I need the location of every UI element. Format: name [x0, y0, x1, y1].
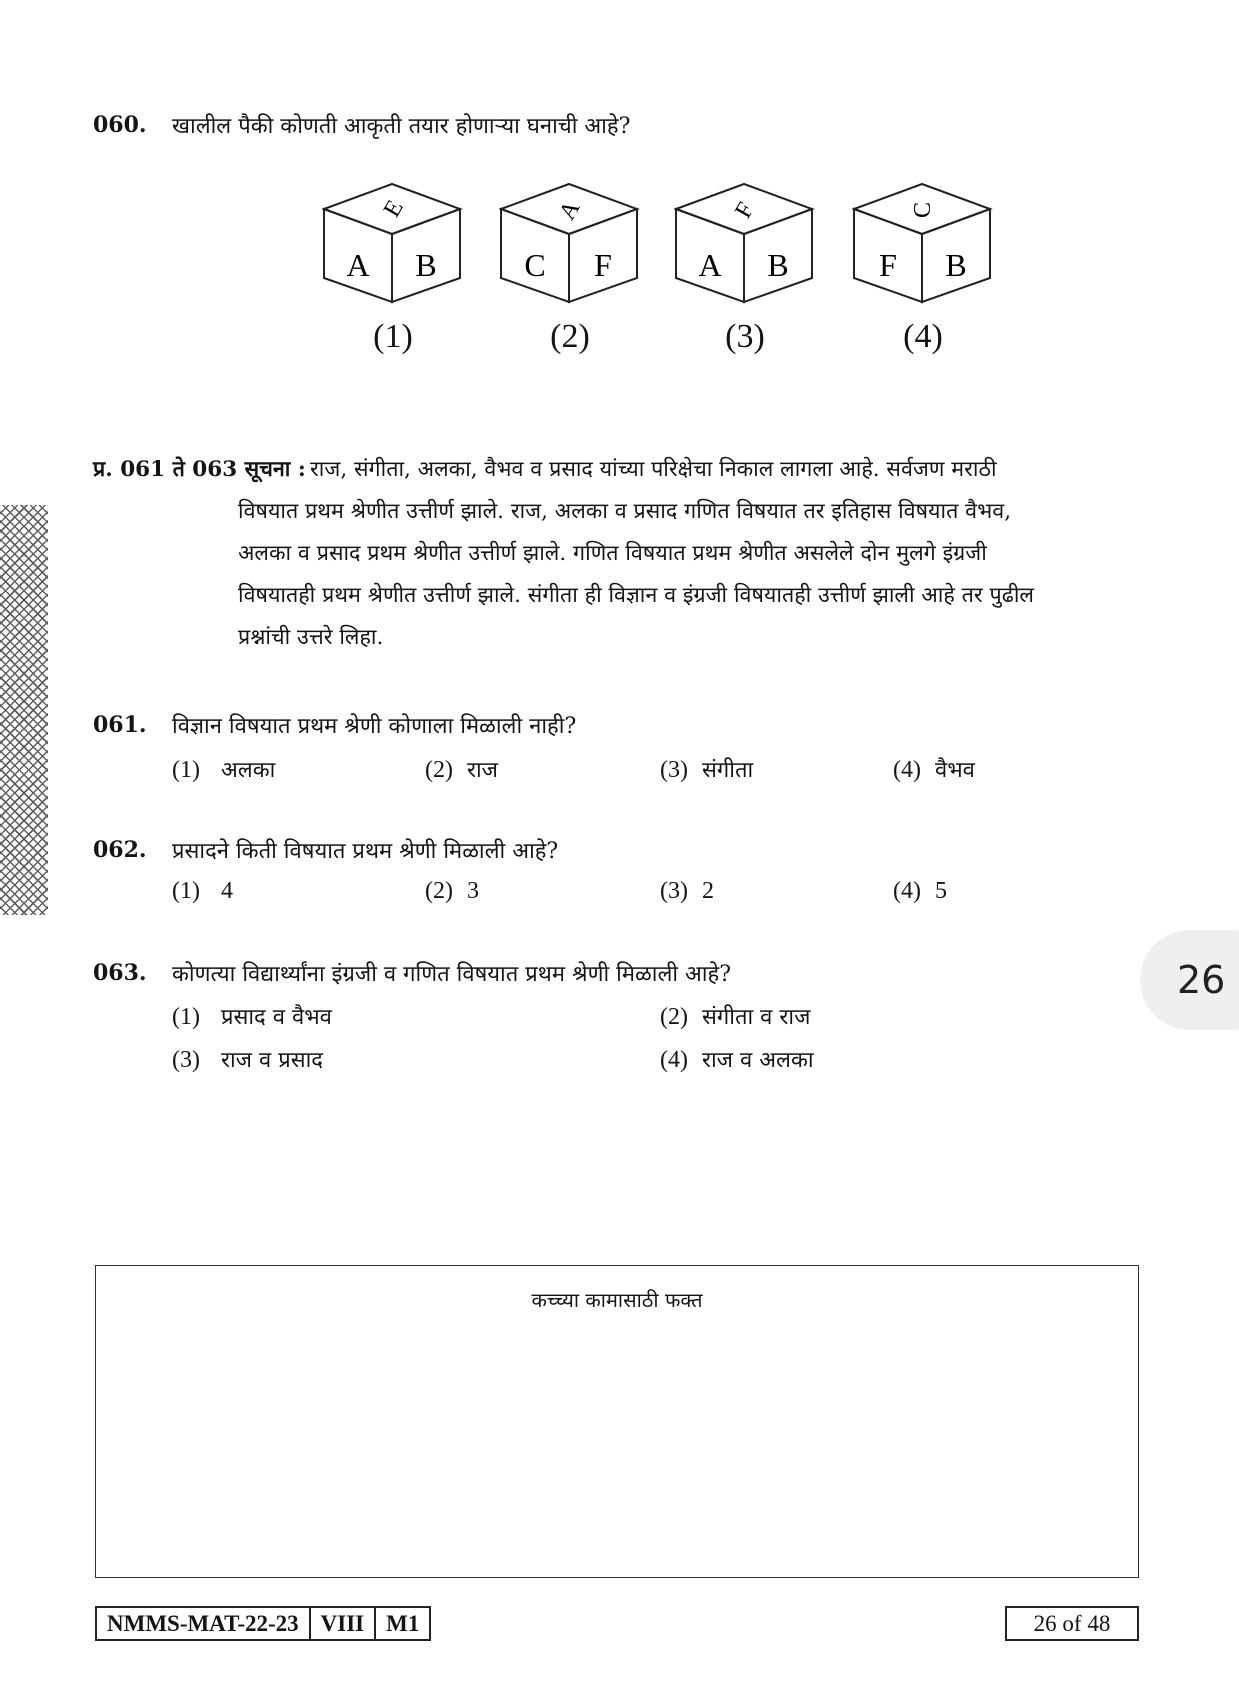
rough-work-box — [95, 1265, 1139, 1578]
paper-set: M1 — [386, 1611, 420, 1636]
cube-1-label: (1) — [373, 318, 413, 355]
question-text: खालील पैकी कोणती आकृती तयार होणाऱ्या घनाची आहे? — [172, 114, 631, 139]
option-2[interactable]: (2) राज — [425, 757, 499, 783]
page-counter: 26 of 48 — [1005, 1606, 1139, 1641]
option-3[interactable]: (3) संगीता — [660, 757, 754, 783]
instructions-line-2: विषयात प्रथम श्रेणीत उत्तीर्ण झाले. राज, अलका व प्रसाद गणित विषयात तर इतिहास विषयात वैभव, — [238, 499, 1012, 524]
instructions-prefix: प्र. 061 ते 063 सूचना : — [93, 457, 306, 482]
cube-2 — [499, 182, 641, 304]
question-number: 060. — [93, 112, 147, 138]
cube-4-label: (4) — [903, 318, 943, 355]
option-3[interactable]: (3) राज व प्रसाद — [172, 1047, 323, 1073]
paper-code-box — [95, 1606, 431, 1641]
question-text: प्रसादने किती विषयात प्रथम श्रेणी मिळाली आहे? — [172, 839, 559, 864]
instructions-line-3: अलका व प्रसाद प्रथम श्रेणीत उत्तीर्ण झाले. गणित विषयात प्रथम श्रेणीत असलेले दोन मुलगे इंग्रजी — [238, 541, 987, 566]
cube-3-right-face: B — [767, 247, 789, 283]
cube-4-left-face: F — [879, 247, 897, 283]
option-4[interactable]: (4) वैभव — [893, 757, 975, 783]
option-3[interactable]: (3) 2 — [660, 878, 714, 904]
option-2[interactable]: (2) 3 — [425, 878, 479, 904]
cube-figures — [0, 170, 1239, 370]
question-text: विज्ञान विषयात प्रथम श्रेणी कोणाला मिळाली नाही? — [172, 714, 577, 739]
question-number: 063. — [93, 960, 147, 986]
cube-2-top-face: A — [554, 196, 586, 225]
question-text: कोणत्या विद्यार्थ्यांना इंग्रजी व गणित विषयात प्रथम श्रेणी मिळाली आहे? — [172, 962, 732, 987]
cube-4 — [852, 182, 994, 304]
cube-3-left-face: A — [698, 247, 722, 283]
option-1[interactable]: (1) प्रसाद व वैभव — [172, 1004, 332, 1030]
cube-4-top-face: C — [910, 201, 936, 219]
cube-2-label: (2) — [550, 318, 590, 355]
instructions-line-5: प्रश्नांची उत्तरे लिहा. — [238, 625, 384, 650]
cube-3-label: (3) — [725, 318, 765, 355]
question-number: 062. — [93, 837, 147, 863]
rough-work-label: कच्च्या कामासाठी फक्त — [531, 1288, 703, 1312]
option-1[interactable]: (1) 4 — [172, 878, 233, 904]
instructions-line-4: विषयातही प्रथम श्रेणीत उत्तीर्ण झाले. संगीता ही विज्ञान व इंग्रजी विषयातही उत्तीर्ण झाली आहे तर पुढील — [238, 583, 1034, 608]
page-number-tab: 26 — [1140, 930, 1239, 1030]
cube-2-right-face: F — [594, 247, 612, 283]
cube-1-right-face: B — [415, 247, 437, 283]
option-2[interactable]: (2) संगीता व राज — [660, 1004, 811, 1030]
cube-1-left-face: A — [346, 247, 370, 283]
cube-2-left-face: C — [524, 247, 546, 283]
paper-code: NMMS-MAT-22-23 — [97, 1608, 311, 1639]
question-number: 061. — [93, 712, 147, 738]
cube-1-top-face: E — [378, 195, 409, 222]
paper-class: VIII — [311, 1608, 376, 1639]
option-1[interactable]: (1) अलका — [172, 757, 276, 783]
cube-1 — [322, 182, 464, 304]
cube-3 — [674, 182, 816, 304]
cube-4-right-face: B — [945, 247, 967, 283]
crosshatch-margin — [0, 505, 48, 915]
option-4[interactable]: (4) 5 — [893, 878, 947, 904]
cube-3-top-face: F — [730, 198, 760, 223]
option-4[interactable]: (4) राज व अलका — [660, 1047, 814, 1073]
instructions-line-1: राज, संगीता, अलका, वैभव व प्रसाद यांच्या परिक्षेचा निकाल लागला आहे. सर्वजण मराठी — [310, 457, 997, 482]
